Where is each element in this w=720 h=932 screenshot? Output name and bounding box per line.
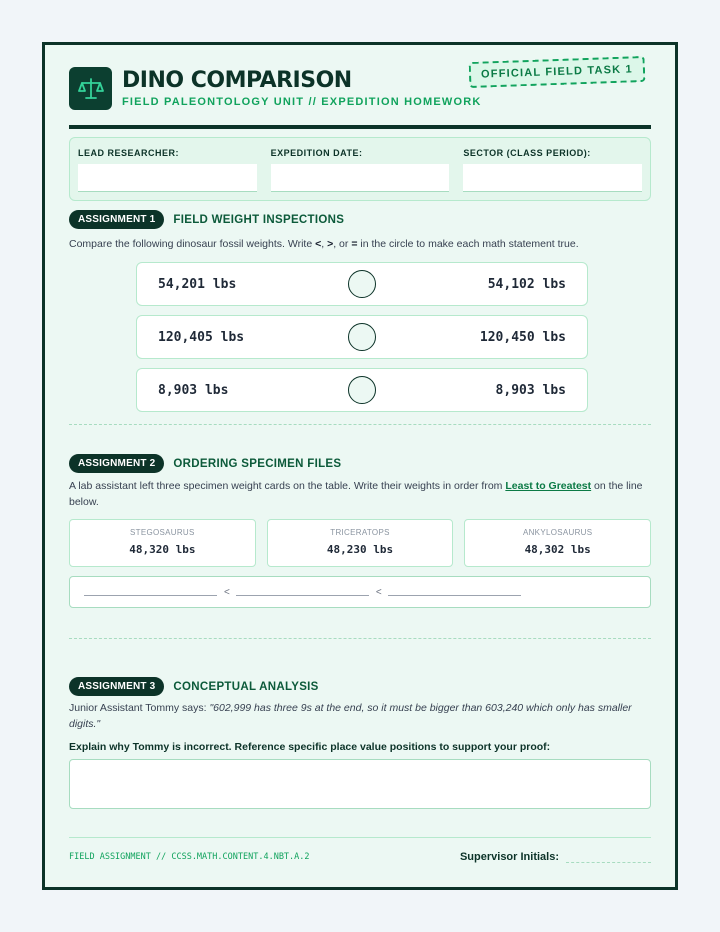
tommy-quote: Junior Assistant Tommy says: "602,999 has three 9s at the end, so it must be bigger than 603,240 which only has smaller digits." — [69, 702, 632, 730]
expedition-date-field — [271, 148, 450, 200]
balance-scale-icon — [69, 67, 112, 110]
order-blank-3[interactable] — [388, 588, 521, 596]
comparison-right-value: 8,903 lbs — [495, 382, 566, 398]
sector-field — [463, 148, 642, 200]
comparison-row — [136, 368, 588, 412]
supervisor-initials-field[interactable] — [566, 850, 651, 863]
lead-researcher-input[interactable] — [78, 164, 257, 192]
worksheet — [42, 42, 678, 890]
comparison-left-value: 54,201 lbs — [158, 276, 237, 292]
section-divider — [69, 638, 651, 639]
lead-researcher-label: LEAD RESEARCHER: — [78, 148, 180, 158]
assignment-1-heading — [69, 210, 651, 229]
assignment-3-pill: ASSIGNMENT 3 — [69, 677, 164, 696]
expedition-date-input[interactable] — [271, 164, 450, 192]
lead-researcher-field — [78, 148, 257, 200]
sector-label: SECTOR (CLASS PERIOD): — [463, 148, 591, 158]
specimen-name: ANKYLOSAURUS — [522, 528, 593, 537]
assignment-1-pill: ASSIGNMENT 1 — [69, 210, 164, 229]
specimen-weight: 48,302 lbs — [524, 543, 591, 556]
worksheet-subtitle: FIELD PALEONTOLOGY UNIT // EXPEDITION HOMEWORK — [122, 96, 482, 108]
ordering-answer-box — [69, 576, 651, 608]
specimen-card — [69, 519, 256, 567]
less-than-symbol: < — [375, 586, 382, 598]
comparison-right-value: 120,450 lbs — [479, 329, 566, 345]
specimen-weight: 48,320 lbs — [129, 543, 196, 556]
specimen-weight: 48,230 lbs — [326, 543, 394, 556]
comparison-left-value: 8,903 lbs — [158, 382, 229, 398]
assignment-2-pill: ASSIGNMENT 2 — [69, 454, 164, 473]
worksheet-footer — [69, 837, 651, 863]
assignment-2-heading — [69, 454, 651, 473]
assignment-1-title: FIELD WEIGHT INSPECTIONS — [173, 213, 345, 226]
supervisor-initials — [460, 850, 651, 863]
comparison-left-value: 120,405 lbs — [158, 329, 245, 345]
specimen-card — [267, 519, 454, 567]
sector-input[interactable] — [463, 164, 642, 192]
official-task-stamp: OFFICIAL FIELD TASK 1 — [469, 56, 646, 88]
specimen-name: TRICERATOPS — [330, 528, 390, 537]
specimen-cards — [69, 519, 651, 567]
assignment-1-instructions: Compare the following dinosaur fossil weights. Write <, >, or = in the circle to make each math statement true. — [69, 238, 579, 250]
assignment-3-title: CONCEPTUAL ANALYSIS — [173, 680, 319, 693]
researcher-info-panel — [69, 137, 651, 201]
expedition-date-label: EXPEDITION DATE: — [270, 148, 363, 158]
specimen-card — [464, 519, 651, 567]
explanation-answer-box[interactable] — [69, 759, 651, 809]
header-divider — [69, 125, 651, 129]
assignment-2-instructions: A lab assistant left three specimen weight cards on the table. Write their weights in order from Least to Greatest on the line below. — [69, 480, 643, 508]
comparison-right-value: 54,102 lbs — [487, 276, 566, 292]
comparison-answer-circle[interactable] — [348, 376, 376, 404]
order-blank-1[interactable] — [84, 588, 217, 596]
assignment-3-prompt: Explain why Tommy is incorrect. Reference specific place value positions to support your proof: — [69, 741, 551, 753]
supervisor-initials-label: Supervisor Initials: — [459, 851, 559, 863]
standard-code: FIELD ASSIGNMENT // CCSS.MATH.CONTENT.4.NBT.A.2 — [69, 852, 310, 862]
comparison-answer-circle[interactable] — [348, 323, 376, 351]
worksheet-title: DINO COMPARISON — [122, 68, 352, 93]
order-blank-2[interactable] — [236, 588, 369, 596]
comparison-row — [136, 262, 588, 306]
specimen-name: STEGOSAURUS — [130, 528, 195, 537]
comparison-row — [136, 315, 588, 359]
less-than-symbol: < — [224, 586, 230, 598]
worksheet-header — [69, 45, 651, 125]
least-to-greatest-link: Least to Greatest — [505, 480, 592, 492]
assignment-2-title: ORDERING SPECIMEN FILES — [173, 457, 342, 470]
section-divider — [69, 424, 651, 425]
assignment-3-heading — [69, 677, 651, 696]
comparison-answer-circle[interactable] — [348, 270, 376, 298]
